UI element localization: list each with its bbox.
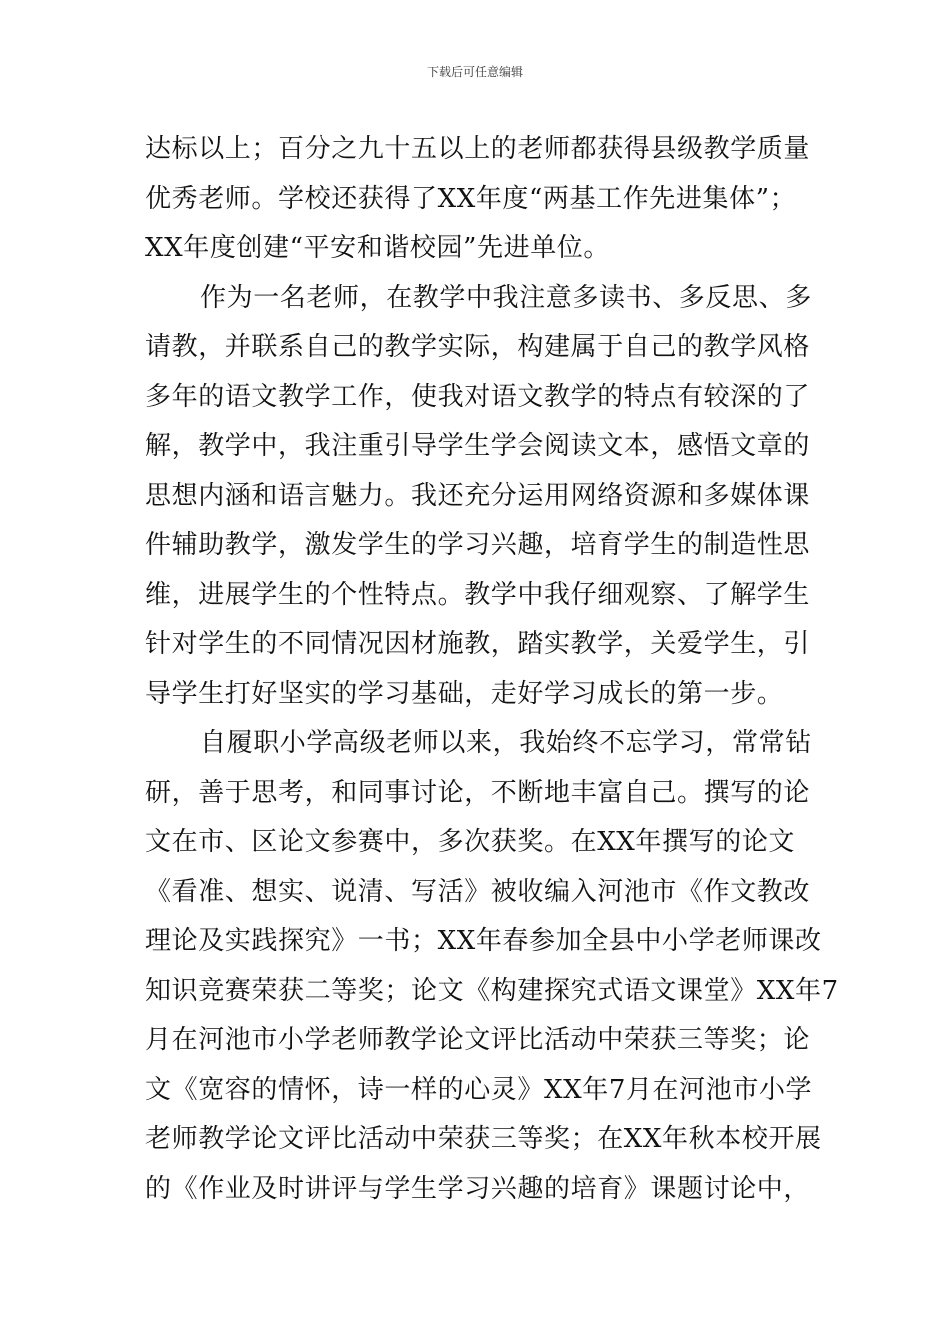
page-header: 下载后可任意编辑: [426, 65, 523, 79]
text-line: 文《宽容的情怀，诗一样的心灵》XX年7月在河池市小学: [145, 1074, 813, 1105]
document-body: [145, 125, 839, 1214]
text-line: 导学生打好坚实的学习基础，走好学习成长的第一步。: [145, 678, 784, 709]
text-line: 多年的语文教学工作，使我对语文教学的特点有较深的了: [145, 381, 811, 412]
text-line: 理论及实践探究》一书；XX年春参加全县中小学老师课改: [145, 926, 822, 956]
text-line: 优秀老师。学校还获得了XX年度“两基工作先进集体”；: [145, 183, 797, 214]
paragraph-1: [145, 125, 810, 274]
text-line: XX年度创建“平安和谐校园”先进单位。: [145, 233, 611, 263]
text-line: 知识竞赛荣获二等奖；论文《构建探究式语文课堂》XX年7: [145, 975, 839, 1006]
text-line: 请教，并联系自己的教学实际，构建属于自己的教学风格: [145, 332, 811, 362]
text-line: 维，进展学生的个性特点。教学中我仔细观察、了解学生: [145, 579, 811, 610]
text-line: 研，善于思考，和同事讨论，不断地丰富自己。撰写的论: [145, 777, 811, 808]
text-line: 月在河池市小学老师教学论文评比活动中荣获三等奖；论: [145, 1025, 811, 1055]
text-line: 的《作业及时讲评与学生学习兴趣的培育》课题讨论中，: [145, 1173, 811, 1204]
text-line: 件辅助教学，激发学生的学习兴趣，培育学生的制造性思: [145, 530, 811, 560]
text-line: 达标以上；百分之九十五以上的老师都获得县级教学质量: [145, 134, 811, 164]
text-line: 自履职小学高级老师以来，我始终不忘学习，常常钻: [200, 728, 812, 758]
paragraph-3: [145, 719, 839, 1214]
paragraph-2: [145, 274, 810, 720]
text-line: 老师教学论文评比活动中荣获三等奖；在XX年秋本校开展: [145, 1124, 822, 1154]
text-line: 《看准、想实、说清、写活》被收编入河池市《作文教改: [145, 876, 811, 907]
text-line: 思想内涵和语言魅力。我还充分运用网络资源和多媒体课: [145, 480, 811, 511]
text-line: 针对学生的不同情况因材施教，踏实教学，关爱学生，引: [145, 629, 811, 659]
text-line: 作为一名老师，在教学中我注意多读书、多反思、多: [200, 282, 812, 313]
text-line: 文在市、区论文参赛中，多次获奖。在XX年撰写的论文: [145, 827, 796, 857]
text-line: 解，教学中，我注重引导学生学会阅读文本，感悟文章的: [145, 431, 811, 461]
